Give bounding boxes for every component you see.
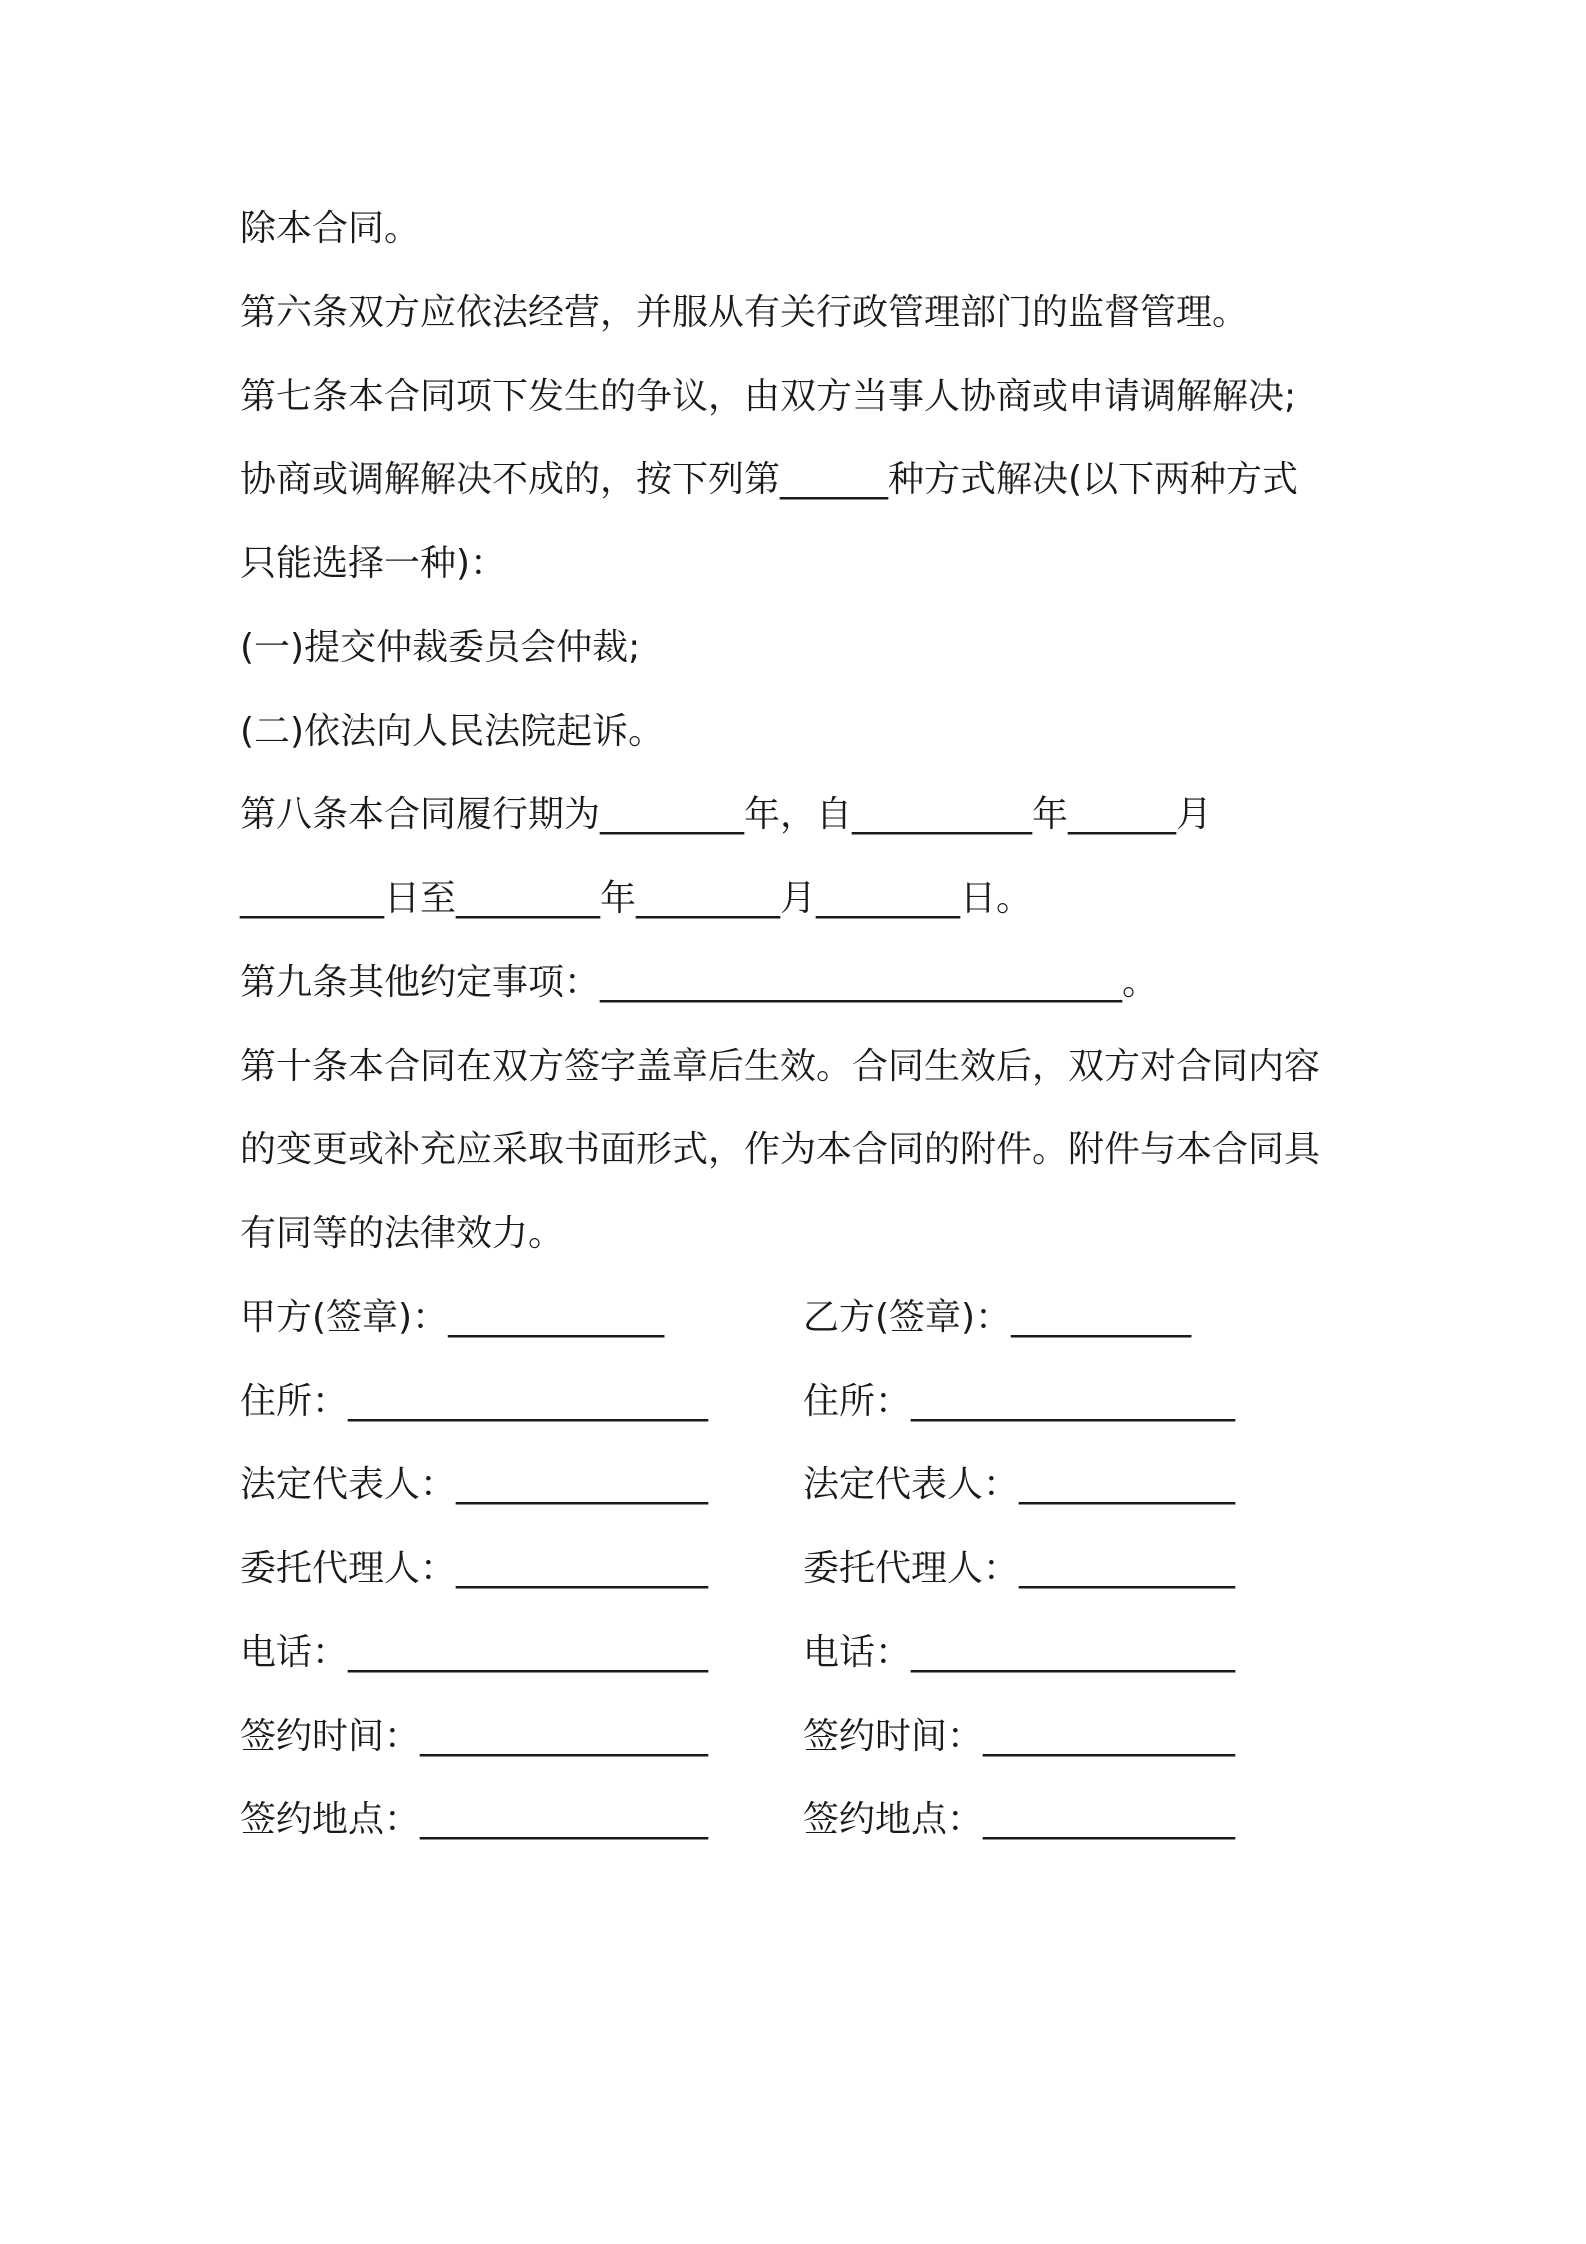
party-a-phone: 电话：____________________ bbox=[240, 1632, 709, 1673]
party-a-seal: 甲方(签章)：____________ bbox=[240, 1297, 665, 1338]
party-a-sign-place: 签约地点：________________ bbox=[240, 1799, 709, 1840]
paragraph-line: 的变更或补充应采取书面形式，作为本合同的附件。附件与本合同具 bbox=[240, 1129, 1321, 1170]
party-a-legal-rep: 法定代表人：______________ bbox=[240, 1464, 709, 1505]
option-arbitration: (一)提交仲裁委员会仲裁; bbox=[240, 627, 641, 668]
article-7: 第七条本合同项下发生的争议，由双方当事人协商或申请调解解决; bbox=[240, 376, 1297, 417]
paragraph-line: ________日至________年________月________日。 bbox=[240, 878, 1032, 919]
paragraph-line: 有同等的法律效力。 bbox=[240, 1213, 565, 1254]
article-9: 第九条其他约定事项：_____________________________。 bbox=[240, 962, 1159, 1003]
party-b-agent: 委托代理人：____________ bbox=[803, 1548, 1236, 1589]
party-b-phone: 电话：__________________ bbox=[803, 1632, 1236, 1673]
paragraph-line: 除本合同。 bbox=[240, 208, 421, 249]
paragraph-line: 协商或调解解决不成的，按下列第______种方式解决(以下两种方式 bbox=[240, 459, 1299, 500]
party-b-legal-rep: 法定代表人：____________ bbox=[803, 1464, 1236, 1505]
party-b-sign-place: 签约地点：______________ bbox=[803, 1799, 1236, 1840]
article-6: 第六条双方应依法经营，并服从有关行政管理部门的监督管理。 bbox=[240, 292, 1249, 333]
article-10: 第十条本合同在双方签字盖章后生效。合同生效后，双方对合同内容 bbox=[240, 1046, 1321, 1087]
option-litigation: (二)依法向人民法院起诉。 bbox=[240, 711, 665, 752]
paragraph-line: 只能选择一种)： bbox=[240, 543, 507, 584]
party-b-sign-date: 签约时间：______________ bbox=[803, 1716, 1236, 1757]
party-a-agent: 委托代理人：______________ bbox=[240, 1548, 709, 1589]
party-b-address: 住所：__________________ bbox=[803, 1381, 1236, 1422]
party-a-sign-date: 签约时间：________________ bbox=[240, 1716, 709, 1757]
party-a-address: 住所：____________________ bbox=[240, 1381, 709, 1422]
party-b-seal: 乙方(签章)：__________ bbox=[803, 1297, 1192, 1338]
article-8: 第八条本合同履行期为________年，自__________年______月 bbox=[240, 794, 1213, 835]
